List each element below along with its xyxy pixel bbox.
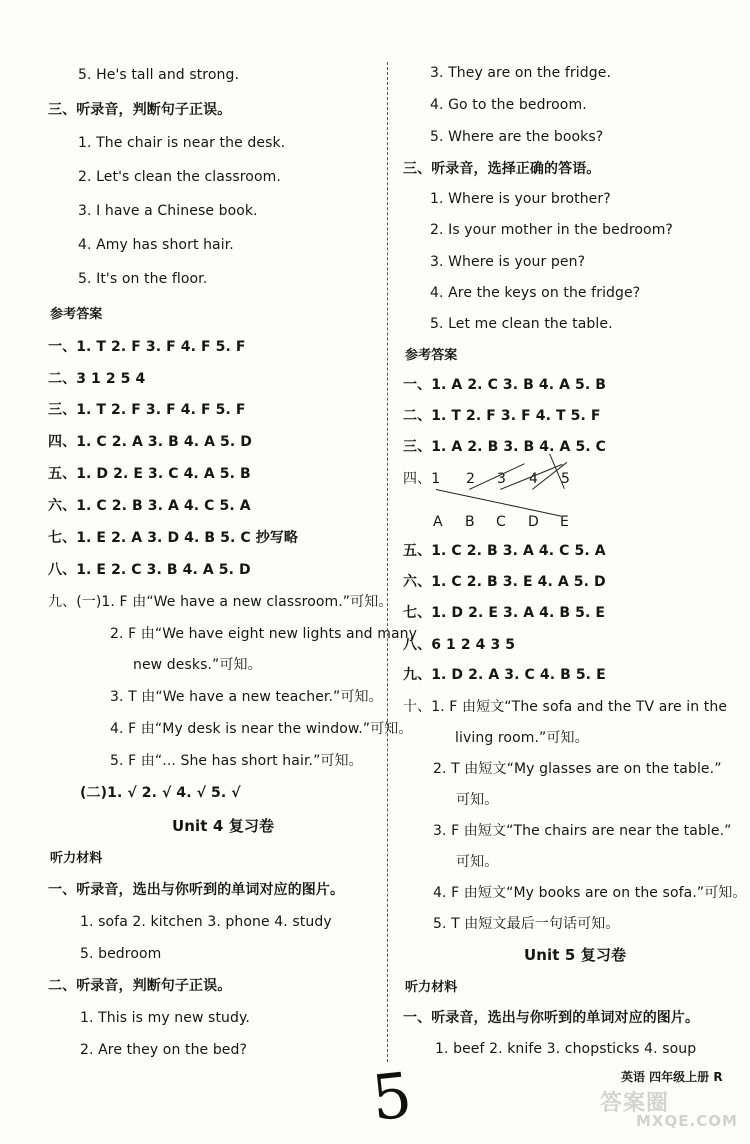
answer-line: 二、3 1 2 5 4 [48,371,146,387]
answer-line: 七、1. E 2. A 3. D 4. B 5. C 抄写略 [48,530,299,546]
section-heading: 一、听录音，选出与你听到的单词对应的图片。 [48,882,345,898]
listening-line: 5. Where are the books? [430,129,604,145]
section-heading: 三、听录音，判断句子正误。 [48,102,232,118]
match-top-label: 2 [466,471,476,487]
answer-key-heading: 参考答案 [405,348,458,363]
answer-explanation: 2. T 由短文“My glasses are on the table.” [433,761,722,777]
answer-line: (二)1. √ 2. √ 4. √ 5. √ [80,785,241,801]
answer-explanation: 可知。 [456,854,499,870]
answer-explanation: 3. F 由短文“The chairs are near the table.” [433,823,732,839]
listening-line: 5. It's on the floor. [78,271,208,287]
answer-explanation: 4. F 由“My desk is near the window.”可知。 [110,721,413,737]
listening-line: 5. He's tall and strong. [78,67,240,83]
listening-material-heading: 听力材料 [50,851,103,866]
answer-explanation: 2. F 由“We have eight new lights and many [110,626,417,642]
match-top-label: 3 [497,471,507,487]
watermark-logo: 答案圈 [600,1091,670,1116]
listening-line: 3. Where is your pen? [430,254,586,270]
section-heading: 三、听录音，选择正确的答语。 [403,161,601,177]
section-heading: 一、听录音，选出与你听到的单词对应的图片。 [403,1010,700,1026]
answer-explanation: 4. F 由短文“My books are on the sofa.”可知。 [433,885,747,901]
listening-line: 2. Let's clean the classroom. [78,169,281,185]
answer-explanation: 十、1. F 由短文“The sofa and the TV are in the [403,699,728,715]
answer-line: 二、1. T 2. F 3. F 4. T 5. F [403,408,601,424]
listening-material-heading: 听力材料 [405,980,458,995]
book-footer: 英语 四年级上册 R [621,1070,723,1084]
listening-line: 1. beef 2. knife 3. chopsticks 4. soup [435,1041,697,1057]
match-bottom-label: B [465,514,475,530]
match-top-label: 4 [529,471,539,487]
answer-line: 三、1. A 2. B 3. B 4. A 5. C [403,439,607,455]
answer-explanation: new desks.”可知。 [133,657,262,673]
answer-line: 六、1. C 2. B 3. E 4. A 5. D [403,574,606,590]
answer-line: 一、1. T 2. F 3. F 4. F 5. F [48,339,246,355]
match-top-label: 四、1 [403,471,441,487]
listening-line: 4. Are the keys on the fridge? [430,285,641,301]
listening-line: 4. Amy has short hair. [78,237,234,253]
listening-line: 2. Are they on the bed? [80,1042,248,1058]
answer-line: 七、1. D 2. E 3. A 4. B 5. E [403,605,606,621]
answer-key-heading: 参考答案 [50,307,103,322]
page-number: 5 [368,1058,416,1135]
match-bottom-label: A [433,514,443,530]
listening-line: 3. I have a Chinese book. [78,203,258,219]
listening-line: 1. The chair is near the desk. [78,135,286,151]
listening-line: 3. They are on the fridge. [430,65,611,81]
match-top-label: 5 [561,471,571,487]
answer-line: 六、1. C 2. B 3. A 4. C 5. A [48,498,251,514]
match-bottom-label: E [560,514,569,530]
answer-explanation: 可知。 [456,792,499,808]
unit-title: Unit 4 复习卷 [172,817,275,835]
match-bottom-label: D [528,514,539,530]
unit-title: Unit 5 复习卷 [524,946,627,964]
listening-line: 4. Go to the bedroom. [430,97,587,113]
listening-line: 1. sofa 2. kitchen 3. phone 4. study [80,914,332,930]
answer-explanation: 3. T 由“We have a new teacher.”可知。 [110,689,383,705]
answer-explanation: 5. F 由“... She has short hair.”可知。 [110,753,363,769]
listening-line: 1. Where is your brother? [430,191,611,207]
answer-explanation: living room.”可知。 [455,730,589,746]
listening-line: 1. This is my new study. [80,1010,250,1026]
answer-line: 八、6 1 2 4 3 5 [403,637,516,653]
answer-line: 五、1. C 2. B 3. A 4. C 5. A [403,543,606,559]
answer-line: 三、1. T 2. F 3. F 4. F 5. F [48,402,246,418]
answer-line: 九、1. D 2. A 3. C 4. B 5. E [403,667,606,683]
answer-line: 四、1. C 2. A 3. B 4. A 5. D [48,434,253,450]
answer-explanation: 九、(一)1. F 由“We have a new classroom.”可知。 [48,594,393,610]
column-divider [387,62,388,1062]
listening-line: 2. Is your mother in the bedroom? [430,222,673,238]
listening-line: 5. bedroom [80,946,162,962]
answer-line: 一、1. A 2. C 3. B 4. A 5. B [403,377,607,393]
watermark-url: MXQE.COM [636,1112,738,1130]
section-heading: 二、听录音，判断句子正误。 [48,978,232,994]
answer-explanation: 5. T 由短文最后一句话可知。 [433,916,620,932]
match-bottom-label: C [496,514,506,530]
answer-line: 八、1. E 2. C 3. B 4. A 5. D [48,562,251,578]
answer-line: 五、1. D 2. E 3. C 4. A 5. B [48,466,251,482]
listening-line: 5. Let me clean the table. [430,316,613,332]
